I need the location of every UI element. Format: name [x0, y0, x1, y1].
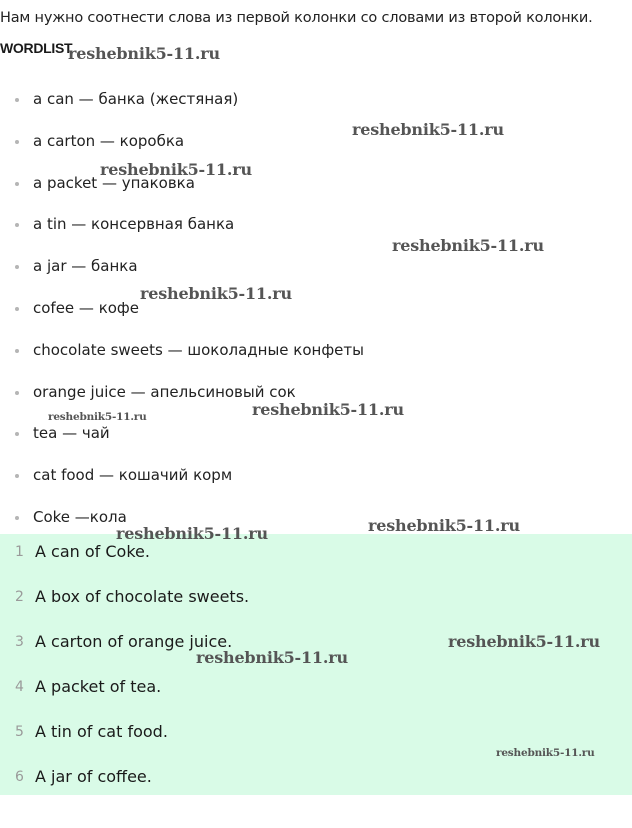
bullet-icon: [15, 140, 19, 144]
bullet-icon: [15, 182, 19, 186]
answer-text: A packet of tea.: [35, 677, 162, 696]
watermark: reshebnik5-11.ru: [252, 400, 404, 419]
watermark: reshebnik5-11.ru: [352, 120, 504, 139]
bullet-icon: [15, 516, 19, 520]
list-item-text: a packet — упаковка: [33, 173, 195, 192]
answer-number: 2: [15, 589, 24, 605]
list-item-text: chocolate sweets — шоколадные конфеты: [33, 340, 364, 359]
answer-number: 4: [15, 679, 24, 695]
bullet-icon: [15, 223, 19, 227]
watermark: reshebnik5-11.ru: [448, 632, 600, 651]
list-item: [0, 455, 364, 497]
answer-number: 3: [15, 634, 24, 650]
list-item-text: a jar — банка: [33, 257, 138, 276]
answer-item: [0, 759, 632, 804]
wordlist: [0, 79, 364, 539]
list-item-text: a can — банка (жестяная): [33, 90, 239, 108]
watermark: reshebnik5-11.ru: [140, 284, 292, 303]
answer-text: A jar of coffee.: [35, 767, 152, 786]
list-item: [0, 330, 364, 372]
answer-item: [0, 534, 632, 579]
list-item-text: Coke —кола: [33, 507, 127, 526]
answer-item: [0, 579, 632, 624]
bullet-icon: [15, 265, 19, 269]
watermark: reshebnik5-11.ru: [116, 524, 268, 543]
bullet-icon: [15, 307, 19, 311]
list-item: [0, 246, 364, 288]
bullet-icon: [15, 474, 19, 478]
list-item-text: cat food — кошачий корм: [33, 466, 233, 485]
answer-text: A carton of orange juice.: [35, 632, 233, 651]
watermark: reshebnik5-11.ru: [68, 44, 220, 63]
answer-number: 6: [15, 769, 24, 785]
list-item: [0, 204, 364, 246]
intro-text: Нам нужно соотнести слова из первой колонки со словами из второй колонки.: [0, 10, 593, 26]
watermark: reshebnik5-11.ru: [48, 411, 147, 423]
answer-text: A box of chocolate sweets.: [35, 587, 250, 606]
answer-text: A tin of cat food.: [35, 722, 168, 741]
list-item-text: a carton — коробка: [33, 131, 185, 150]
watermark: reshebnik5-11.ru: [368, 516, 520, 535]
list-item-text: a tin — консервная банка: [33, 215, 235, 234]
bullet-icon: [15, 432, 19, 436]
watermark: reshebnik5-11.ru: [100, 160, 252, 179]
answer-number: 1: [15, 544, 24, 560]
list-item-text: cofee — кофе: [33, 298, 139, 317]
list-item: [0, 79, 364, 121]
watermark: reshebnik5-11.ru: [196, 648, 348, 667]
watermark: reshebnik5-11.ru: [496, 747, 595, 759]
answer-number: 5: [15, 724, 24, 740]
answer-text: A can of Coke.: [35, 542, 150, 561]
answer-item: [0, 669, 632, 714]
wordlist-heading: WORDLIST: [0, 40, 73, 56]
bullet-icon: [15, 349, 19, 353]
list-item-text: tea — чай: [33, 424, 110, 443]
bullet-icon: [15, 391, 19, 395]
list-item: [0, 121, 364, 163]
bullet-icon: [15, 98, 19, 102]
list-item-text: orange juice — апельсиновый сок: [33, 382, 296, 401]
watermark: reshebnik5-11.ru: [392, 236, 544, 255]
answers-list: [0, 534, 632, 804]
